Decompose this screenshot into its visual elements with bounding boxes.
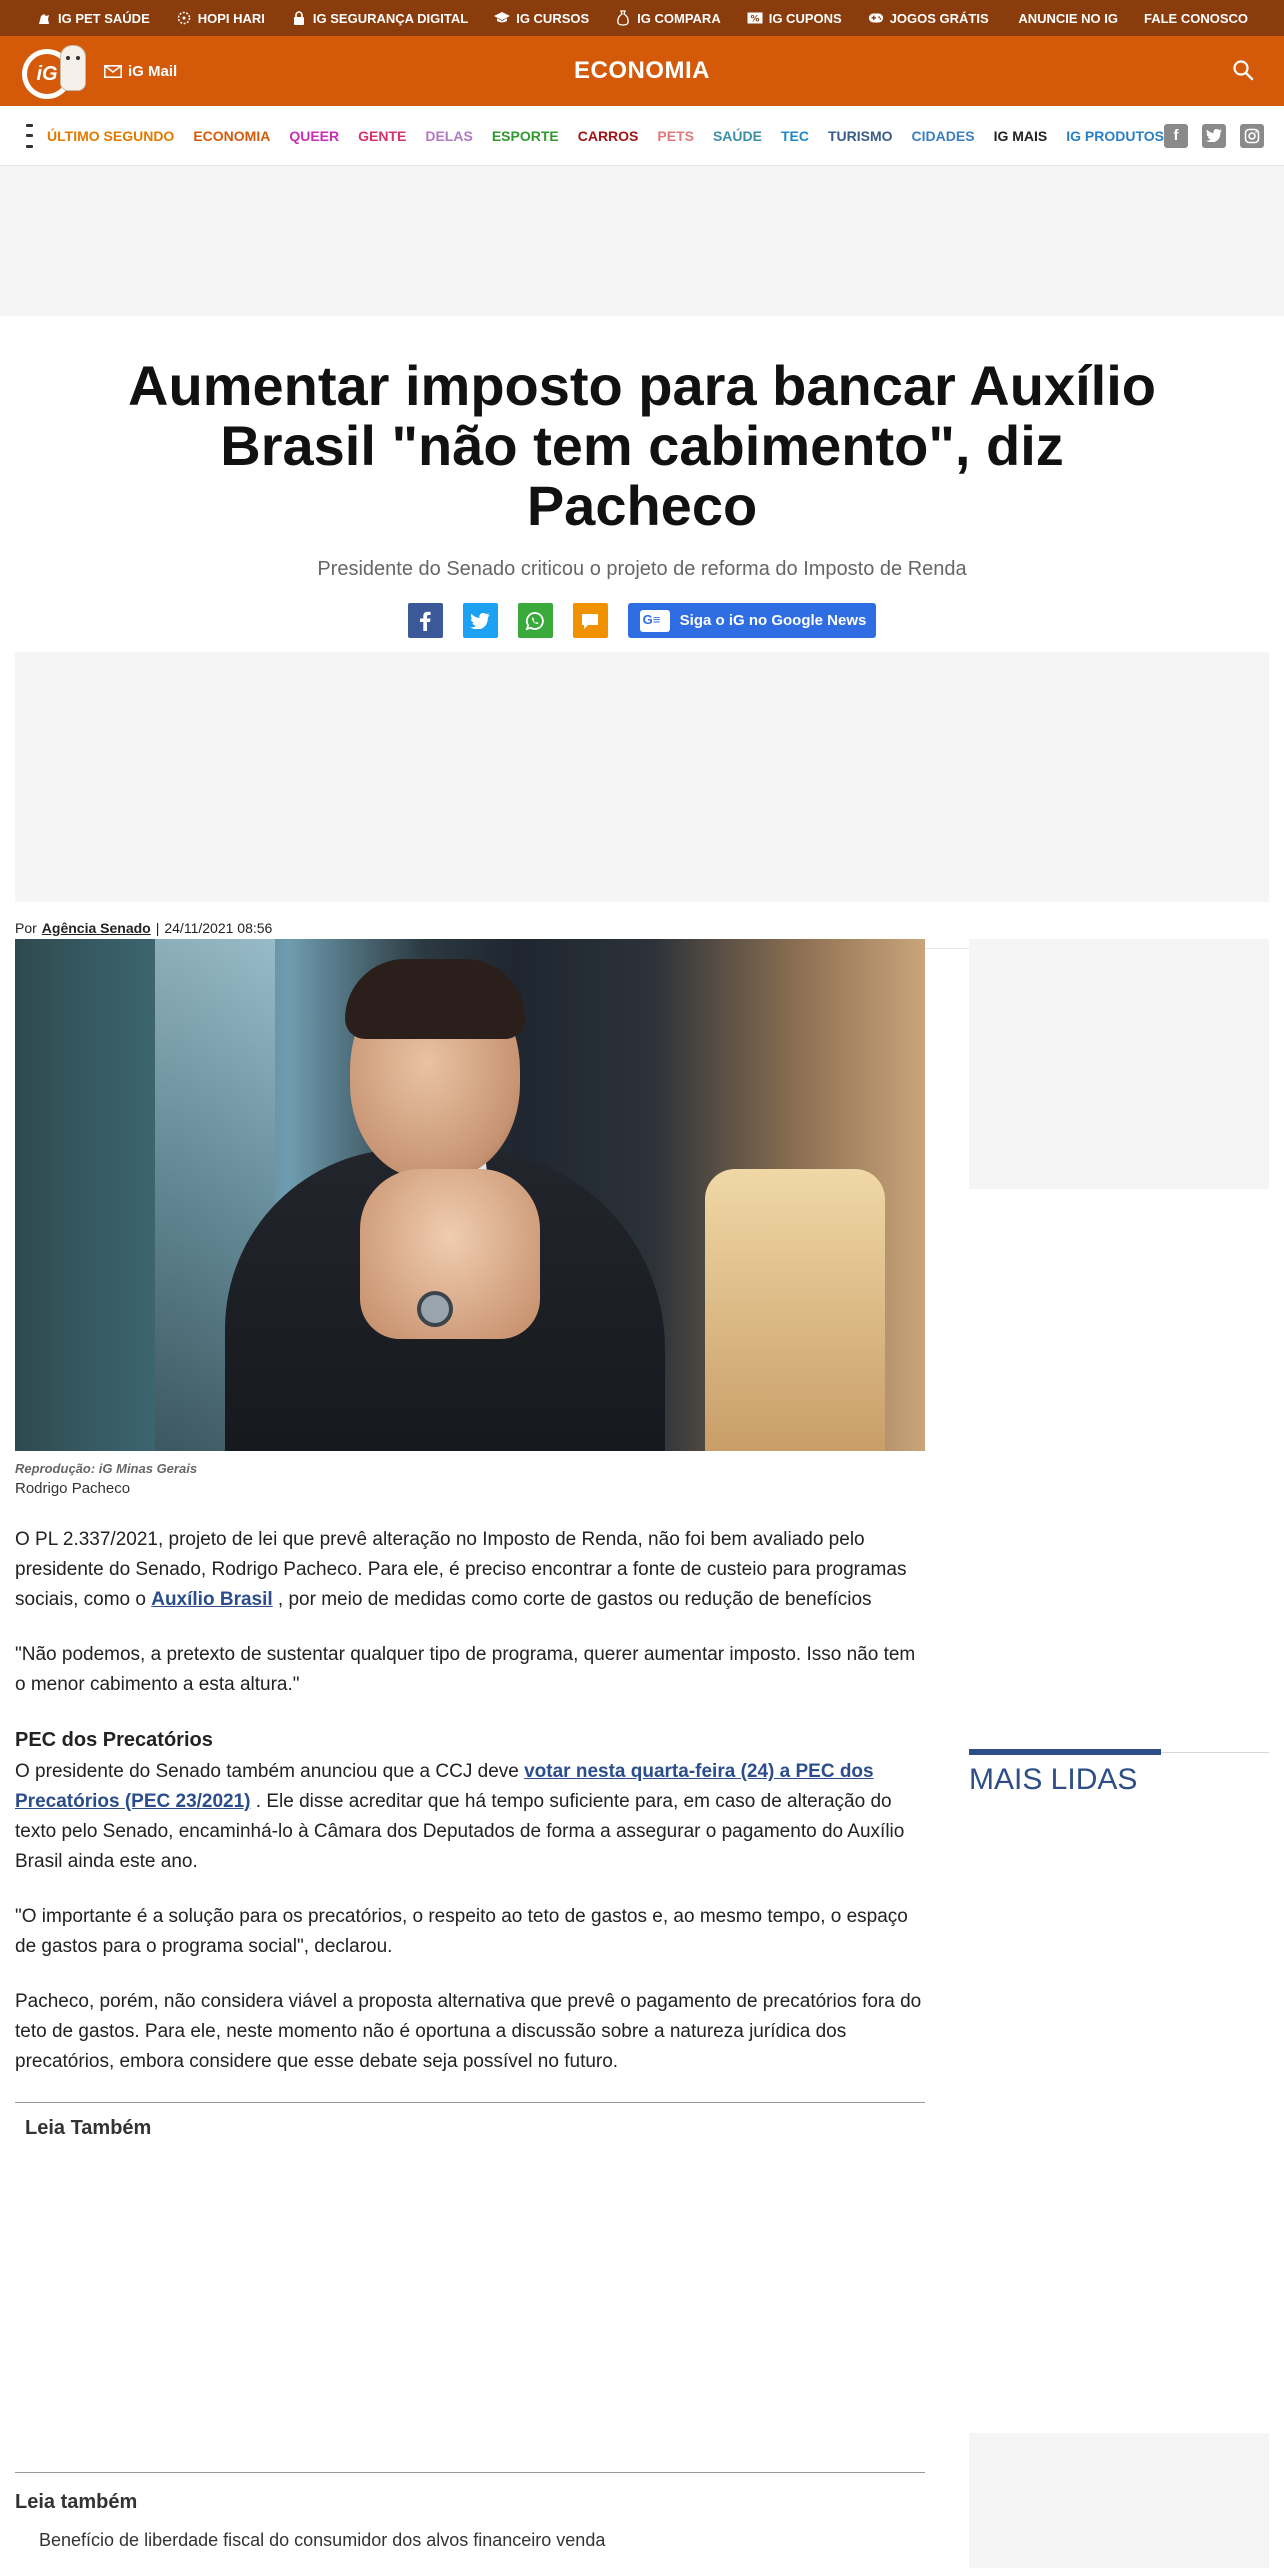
- share-facebook-icon[interactable]: [408, 603, 443, 638]
- category-link-tec[interactable]: TEC: [780, 127, 809, 144]
- fale-conosco-link[interactable]: FALE CONOSCO: [1143, 10, 1248, 26]
- mail-label: iG Mail: [128, 62, 178, 80]
- share-twitter-icon[interactable]: [463, 603, 498, 638]
- instagram-icon[interactable]: [1240, 124, 1264, 148]
- util-link-hopi-hari[interactable]: [176, 11, 265, 26]
- sidebar: [969, 939, 1269, 1796]
- paragraph-1: [15, 1525, 925, 1615]
- category-link-economia[interactable]: ECONOMIA: [193, 127, 271, 144]
- search-icon[interactable]: [1232, 59, 1256, 83]
- google-news-button[interactable]: [628, 603, 877, 638]
- category-link-cidades[interactable]: CIDADES: [911, 127, 975, 144]
- share-whatsapp-icon[interactable]: [518, 603, 553, 638]
- category-link-gente[interactable]: GENTE: [358, 127, 407, 144]
- util-link-cursos[interactable]: [494, 11, 589, 26]
- ad-slot-banner: [15, 652, 1269, 902]
- paragraph-2: "Não podemos, a pretexto de sustentar qualquer tipo de programa, querer aumentar imposto. Isso não tem o menor cabimento a esta altura.": [15, 1644, 916, 1695]
- category-link-sa-de[interactable]: SAÚDE: [712, 127, 762, 144]
- photo-credit: Reprodução: iG Minas Gerais: [15, 1461, 198, 1476]
- utility-links: [36, 11, 989, 26]
- util-link-label: HOPI HARI: [197, 10, 265, 26]
- ig-mail-link[interactable]: [104, 63, 177, 80]
- photo-chair: [705, 1169, 885, 1451]
- byline-prefix: Por: [15, 920, 37, 936]
- google-news-label: Siga o iG no Google News: [679, 612, 867, 629]
- util-link-label: IG CUPONS: [768, 10, 842, 26]
- sidebar-ad-slot-2: [969, 2433, 1269, 2568]
- mais-lidas-title: MAIS LIDAS: [969, 1763, 1138, 1796]
- article-title: Aumentar imposto para bancar Auxílio Brasil "não tem cabimento", diz Pacheco: [128, 354, 1156, 537]
- article-text: [15, 1525, 925, 2077]
- utility-bar: [0, 0, 1284, 36]
- leia-tambem-list-title: Leia também: [15, 2491, 138, 2513]
- paragraph-5: Pacheco, porém, não considera viável a proposta alternativa que prevê o pagamento de precatórios fora do teto de gastos. Para ele, neste momento não é oportuna a discussão sobre a natureza jurídica dos precatórios, embora considere que esse debate seja possível no futuro.: [15, 1991, 922, 2072]
- lock-icon: [291, 11, 307, 25]
- leia-tambem-list: [15, 2472, 925, 2551]
- facebook-icon[interactable]: f: [1164, 124, 1188, 148]
- category-link-carros[interactable]: CARROS: [577, 127, 639, 144]
- category-link-ltimo-segundo[interactable]: ÚLTIMO SEGUNDO: [47, 127, 175, 144]
- category-nav: [0, 106, 1284, 166]
- sidebar-ad-slot: [969, 939, 1269, 1189]
- auxilio-brasil-link[interactable]: Auxílio Brasil: [151, 1589, 273, 1610]
- paragraph-3: [15, 1757, 925, 1877]
- subheading-pec: PEC dos Precatórios: [15, 1729, 213, 1751]
- top-ad-slot: [0, 166, 1284, 316]
- utility-right-links: [1018, 11, 1264, 26]
- mais-lidas-accent: [969, 1749, 1161, 1755]
- share-bar: [120, 603, 1164, 638]
- util-link-label: IG SEGURANÇA DIGITAL: [312, 10, 469, 26]
- util-link-compara[interactable]: [615, 11, 721, 26]
- ferris-wheel-icon: [176, 11, 192, 25]
- coupon-icon: [747, 11, 763, 25]
- category-link-pets[interactable]: PETS: [657, 127, 694, 144]
- dog-mascot-icon: [60, 45, 86, 91]
- paragraph-text: . Ele disse acreditar que há tempo suficiente para, em caso de alteração do texto pelo Senado, encaminhá-lo à Câmara dos Deputados de forma a assegurar o pagamento do Auxílio Brasil ainda este ano.: [15, 1791, 905, 1872]
- logo-text: iG: [27, 54, 67, 94]
- util-link-pet-saude[interactable]: [36, 11, 150, 26]
- article-body: [15, 939, 925, 2551]
- gamepad-icon: [868, 11, 884, 25]
- util-link-label: IG COMPARA: [637, 10, 721, 26]
- mais-lidas-section: [969, 1752, 1269, 1797]
- leia-tambem-item[interactable]: Benefício de liberdade fiscal do consumidor dos alvos financeiro venda: [39, 2530, 606, 2550]
- mail-icon: [104, 65, 122, 78]
- photo-watch: [417, 1291, 453, 1327]
- twitter-icon[interactable]: [1202, 124, 1226, 148]
- category-link-ig-produtos[interactable]: IG PRODUTOS: [1066, 127, 1164, 144]
- google-news-icon: [640, 610, 670, 632]
- ig-logo[interactable]: [20, 41, 88, 101]
- pec-precatorios-link[interactable]: votar nesta quarta-feira (24) a PEC dos Precatórios (PEC 23/2021): [15, 1761, 874, 1812]
- util-link-jogos[interactable]: [868, 11, 989, 26]
- util-link-seguranca[interactable]: [291, 11, 468, 26]
- category-link-turismo[interactable]: TURISMO: [827, 127, 893, 144]
- section-title: ECONOMIA: [574, 57, 710, 84]
- svg-text:%: %: [750, 14, 760, 24]
- category-link-esporte[interactable]: ESPORTE: [491, 127, 559, 144]
- util-link-label: IG CURSOS: [516, 10, 590, 26]
- leia-tambem-box: [15, 2102, 925, 2472]
- photo-hair: [345, 959, 525, 1039]
- util-link-label: IG PET SAÚDE: [58, 10, 150, 26]
- byline-separator: |: [155, 920, 160, 936]
- social-links: [1164, 124, 1264, 148]
- category-link-ig-mais[interactable]: IG MAIS: [993, 127, 1048, 144]
- paragraph-text: O presidente do Senado também anunciou que a CCJ deve: [15, 1761, 525, 1782]
- graduation-cap-icon: [494, 11, 510, 25]
- dog-icon: [36, 11, 52, 25]
- category-links: [47, 128, 1164, 144]
- article-subtitle: Presidente do Senado criticou o projeto de reforma do Imposto de Renda: [317, 558, 967, 580]
- main-header: [0, 36, 1284, 106]
- comments-icon[interactable]: [573, 603, 608, 638]
- article-header: [0, 316, 1284, 638]
- category-link-delas[interactable]: DELAS: [425, 127, 473, 144]
- paragraph-text: , por meio de medidas como corte de gastos ou redução de benefícios: [272, 1589, 872, 1610]
- paragraph-4: "O importante é a solução para os precatórios, o respeito ao teto de gastos e, ao mesmo tempo, o espaço de gastos para o programa social", declarou.: [15, 1906, 908, 1957]
- paragraph-text: O PL 2.337/2021, projeto de lei que prevê alteração no Imposto de Renda, não foi bem avaliado pelo presidente do Senado, Rodrigo Pacheco. Para ele, é preciso encontrar a fonte de custeio para programas sociais, como o: [15, 1529, 907, 1610]
- anuncie-link[interactable]: ANUNCIE NO IG: [1018, 10, 1118, 26]
- publish-date: 24/11/2021 08:56: [164, 920, 273, 936]
- author-link[interactable]: Agência Senado: [41, 920, 151, 936]
- hamburger-menu-icon[interactable]: [26, 124, 33, 148]
- photo-caption: Rodrigo Pacheco: [15, 1480, 131, 1497]
- article-photo[interactable]: [15, 939, 925, 1451]
- money-bag-icon: [615, 11, 631, 25]
- util-link-cupons[interactable]: [747, 11, 842, 26]
- util-link-label: JOGOS GRÁTIS: [889, 10, 989, 26]
- category-link-queer[interactable]: QUEER: [289, 127, 340, 144]
- leia-tambem-title: Leia Também: [25, 2117, 152, 2139]
